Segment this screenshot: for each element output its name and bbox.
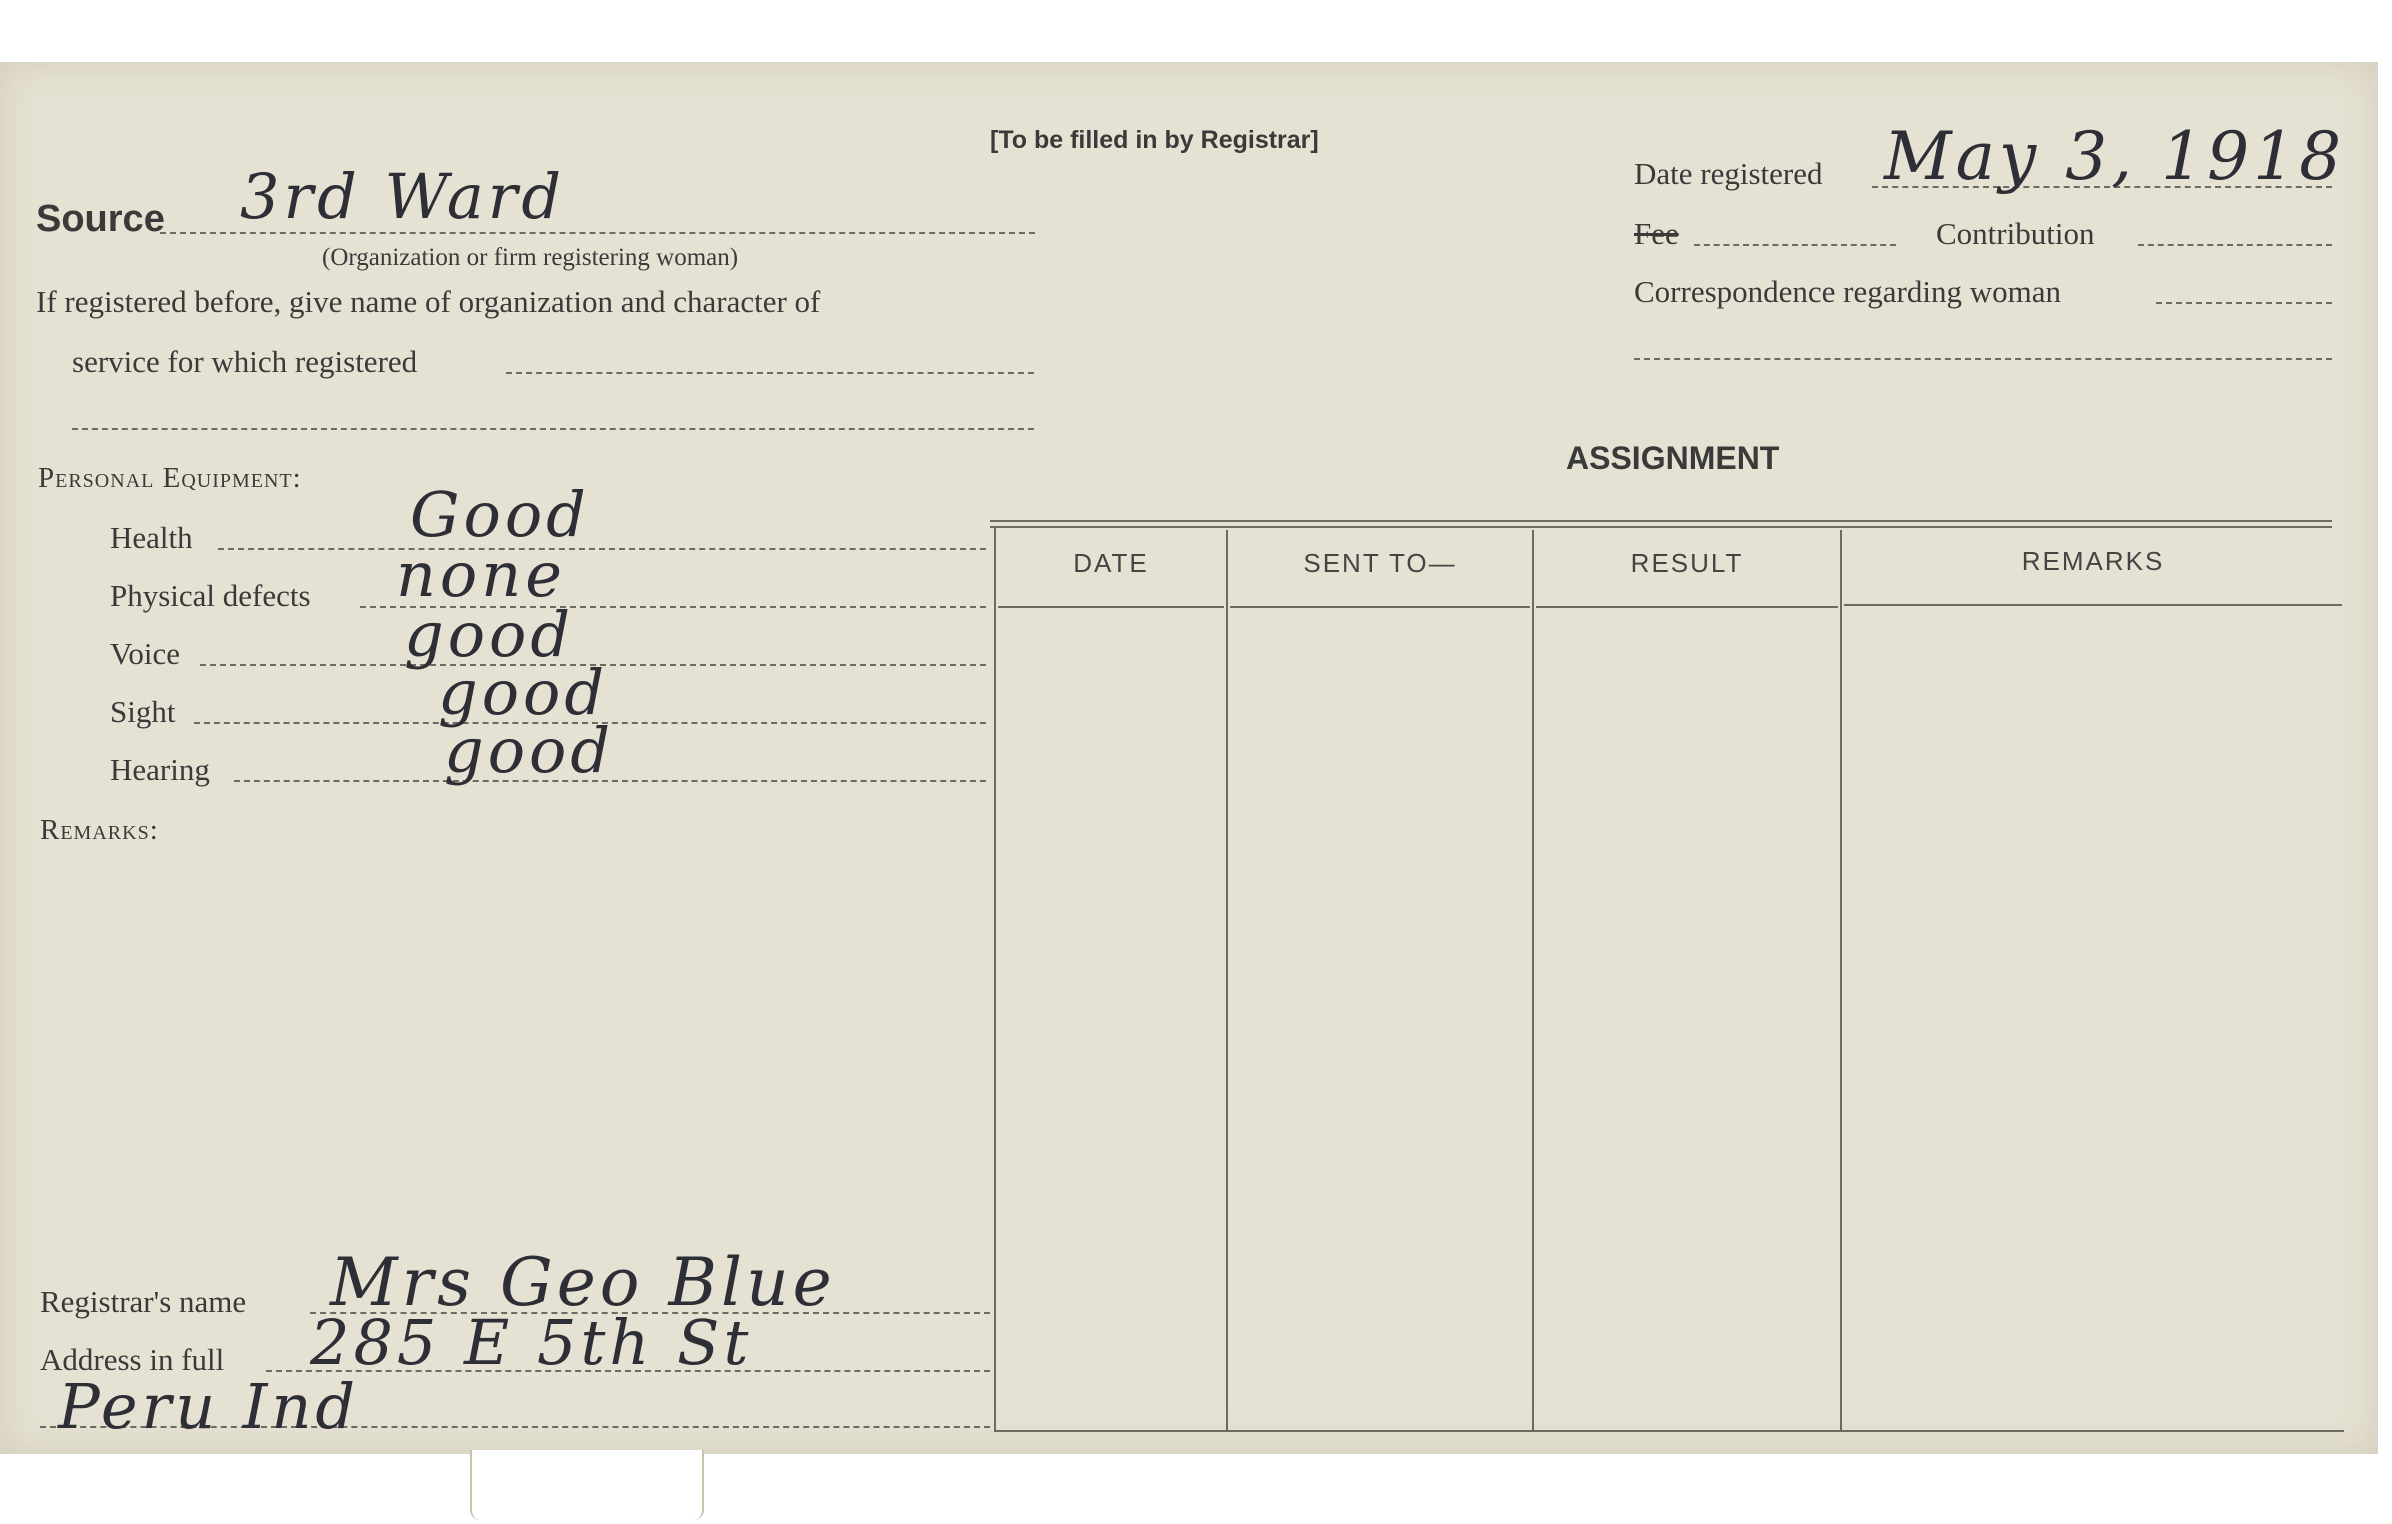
source-label: Source [36,198,165,240]
assignment-col-divider-1 [1226,530,1228,1430]
registered-before-line [506,372,1034,374]
correspondence-label: Correspondence regarding woman [1634,274,2061,309]
registrar-name-value: Mrs Geo Blue [330,1244,836,1321]
sent-to-header-rule [1230,606,1530,608]
remarks-label: Remarks: [40,814,159,846]
physical-defects-value: none [396,538,566,611]
health-line [218,548,986,550]
fee-label: Fee [1634,216,1679,251]
assignment-title: ASSIGNMENT [1566,440,1780,476]
hearing-value: good [444,714,615,787]
date-registered-label: Date registered [1634,156,1823,191]
column-header-date: DATE [1073,548,1149,578]
personal-equipment-heading: Personal Equipment: [38,462,302,494]
assignment-top-rule-2 [990,526,2332,528]
column-header-sent-to: SENT TO— [1303,548,1457,578]
registered-before-line-extra [72,428,1034,430]
hearing-label: Hearing [110,752,210,787]
voice-label: Voice [110,636,181,671]
registrar-name-label: Registrar's name [40,1284,247,1319]
registered-before-line1: If registered before, give name of organization and character of [36,284,821,319]
assignment-top-rule [990,520,2332,522]
registrar-note: [To be filled in by Registrar] [990,126,1319,154]
source-caption: (Organization or firm registering woman) [322,244,739,271]
column-header-result: RESULT [1630,548,1744,578]
health-value: Good [410,478,590,551]
correspondence-line-extra [1634,358,2332,360]
address-city-value: Peru Ind [58,1370,360,1443]
physical-defects-label: Physical defects [110,578,311,613]
correspondence-line [2156,302,2332,304]
assignment-border-left [994,526,996,1430]
voice-value: good [404,598,575,671]
column-header-remarks: REMARKS [2021,546,2165,576]
sight-label: Sight [110,694,176,729]
address-label: Address in full [40,1342,225,1377]
card-notch [470,1450,704,1520]
remarks-header-rule [1844,604,2342,606]
sight-value: good [438,656,609,729]
assignment-bottom-rule [994,1430,2344,1432]
date-header-rule [998,606,1224,608]
assignment-col-divider-3 [1840,530,1842,1430]
contribution-label: Contribution [1936,216,2095,251]
address-value: 285 E 5th St [310,1306,753,1379]
date-registered-value: May 3, 1918 [1884,118,2346,195]
registered-before-line2: service for which registered [72,344,418,379]
health-label: Health [110,520,193,555]
contribution-line [2138,244,2332,246]
result-header-rule [1536,606,1838,608]
source-value: 3rd Ward [240,160,566,233]
fee-line [1694,244,1896,246]
assignment-col-divider-2 [1532,530,1534,1430]
